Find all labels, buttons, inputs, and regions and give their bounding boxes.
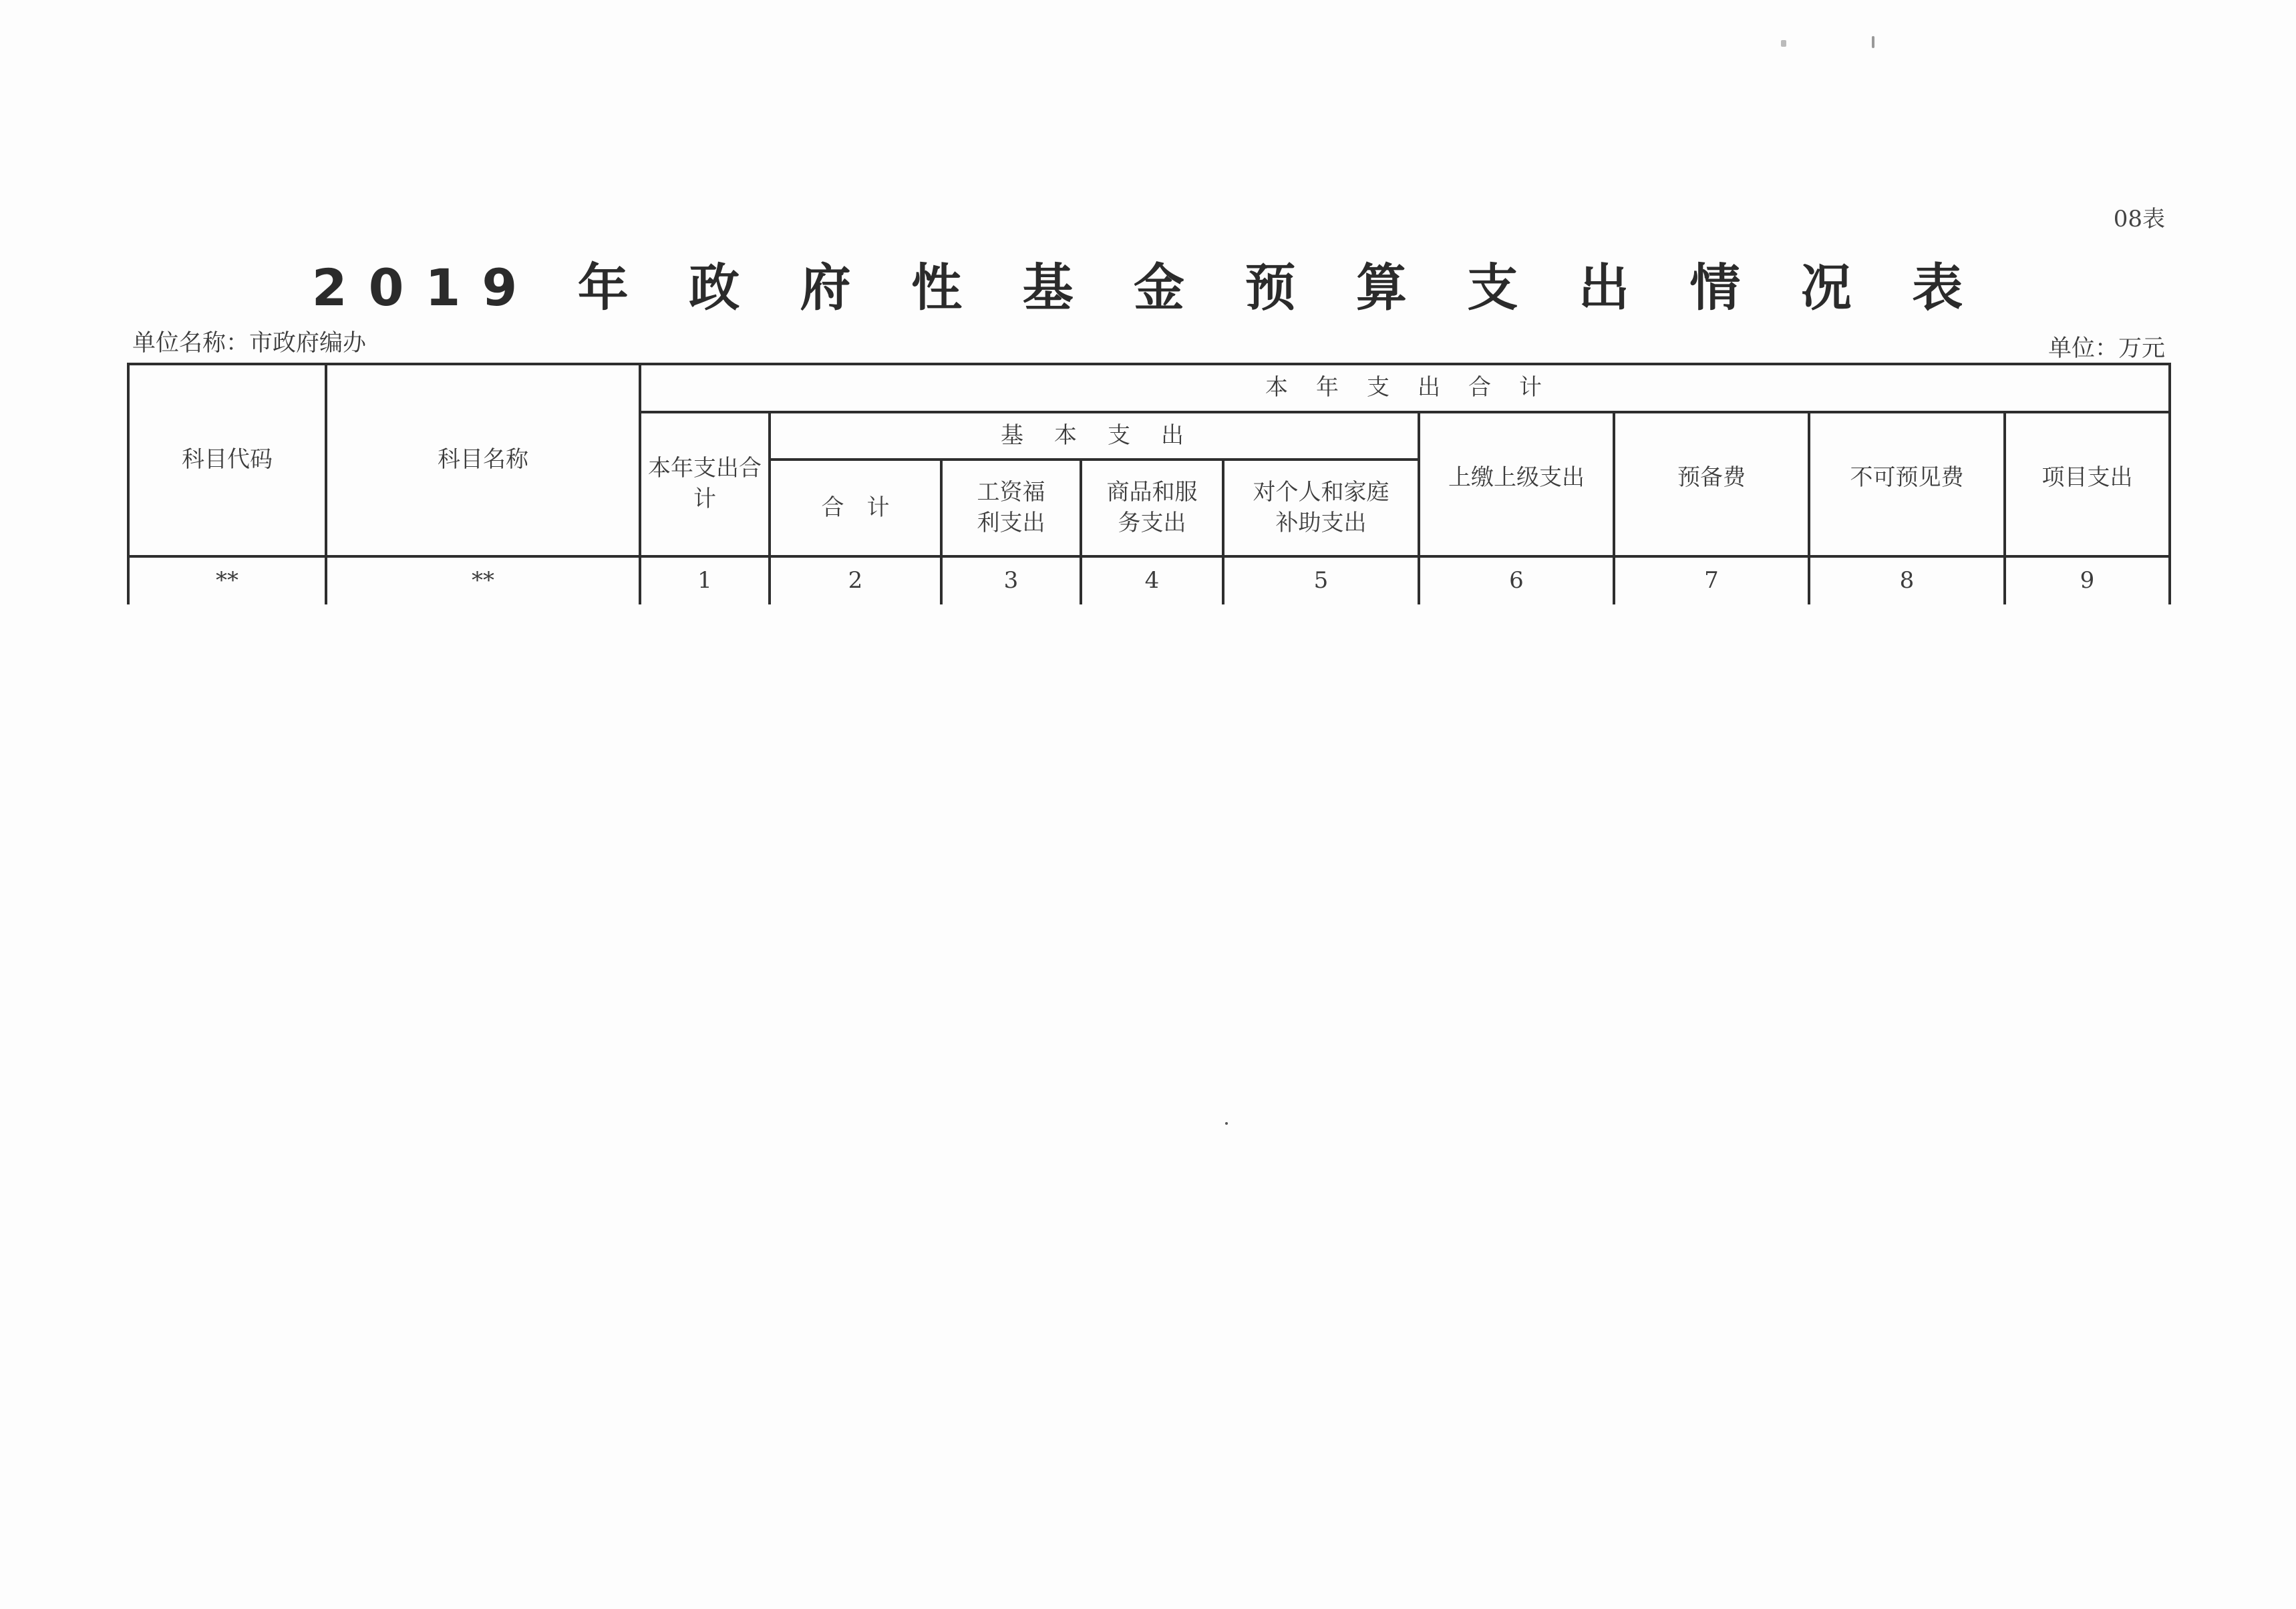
header-upper-payment: 上缴上级支出: [1448, 464, 1585, 492]
header-reserve-fund: 预备费: [1677, 464, 1746, 492]
header-unforeseen-expense: 不可预见费: [1850, 464, 1964, 492]
unit-name-label: 单位名称：市政府编办: [132, 330, 367, 357]
index-cell: 9: [2080, 567, 2095, 594]
index-cell: 1: [697, 567, 712, 594]
index-cell: 6: [1509, 567, 1524, 594]
page-title: 2019 年 政 府 性 基 金 预 算 支 出 情 况 表: [311, 258, 1985, 317]
header-wages: 工资福利支出: [977, 478, 1045, 536]
scan-speck: [1781, 40, 1786, 47]
index-cell: **: [472, 567, 494, 594]
header-basic-sum: 合 计: [821, 494, 890, 521]
index-cell: 7: [1704, 567, 1719, 594]
index-cell: **: [216, 567, 238, 594]
index-cell: 4: [1144, 567, 1160, 594]
header-family-subsidies: 对个人和家庭补助支出: [1253, 478, 1389, 536]
index-cell: 8: [1899, 567, 1915, 594]
header-goods-services: 商品和服务支出: [1106, 478, 1198, 536]
header-subject-name: 科目名称: [438, 446, 528, 474]
header-basic-group: 基 本 支 出: [1001, 421, 1188, 449]
index-cell: 5: [1313, 567, 1329, 594]
header-subject-code: 科目代码: [182, 446, 273, 474]
table-number: 08表: [2113, 206, 2165, 232]
index-cell: 2: [848, 567, 863, 594]
index-cell: 3: [1003, 567, 1019, 594]
unit-label: 单位：万元: [2047, 335, 2165, 362]
scan-speck: [1872, 36, 1874, 48]
header-annual-total: 本年支出合计: [648, 455, 762, 512]
table-rule: [2168, 363, 2171, 604]
header-annual-total-group: 本 年 支 出 合 计: [1265, 374, 1544, 401]
header-project-expense: 项目支出: [2041, 464, 2133, 492]
scan-speck: [1225, 1122, 1228, 1125]
